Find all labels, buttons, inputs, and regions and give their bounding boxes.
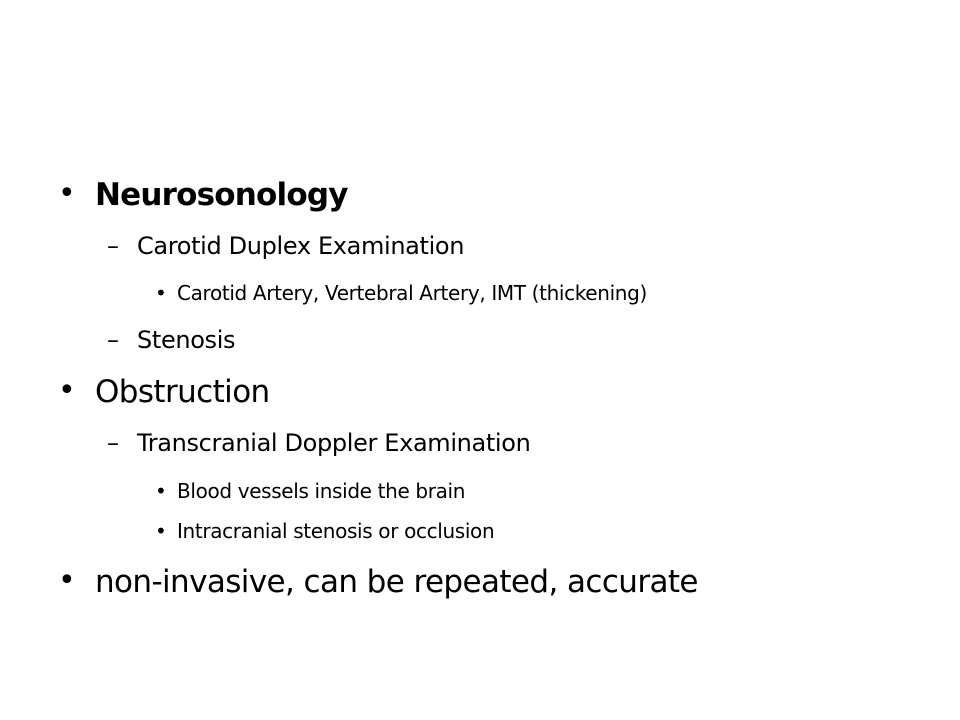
bullet-marker: • xyxy=(155,519,167,543)
bullet-marker: • xyxy=(155,281,167,305)
bullet-marker: • xyxy=(58,373,76,408)
bullet-marker: • xyxy=(58,563,76,598)
bullet-text: Blood vessels inside the brain xyxy=(177,479,466,503)
dash-marker: – xyxy=(107,326,119,354)
bullet-text: Carotid Artery, Vertebral Artery, IMT (thickening) xyxy=(177,281,647,305)
dash-marker: – xyxy=(107,429,119,457)
dash-marker: – xyxy=(107,232,119,260)
bullet-text: Transcranial Doppler Examination xyxy=(137,429,531,457)
bullet-text: Neurosonology xyxy=(95,177,348,213)
bullet-text: Obstruction xyxy=(95,374,270,410)
bullet-text: Intracranial stenosis or occlusion xyxy=(177,519,495,543)
bullet-text: Stenosis xyxy=(137,326,236,354)
bullet-text: Carotid Duplex Examination xyxy=(137,232,465,260)
bullet-marker: • xyxy=(58,176,76,211)
bullet-marker: • xyxy=(155,479,167,503)
bullet-text: non-invasive, can be repeated, accurate xyxy=(95,564,698,600)
